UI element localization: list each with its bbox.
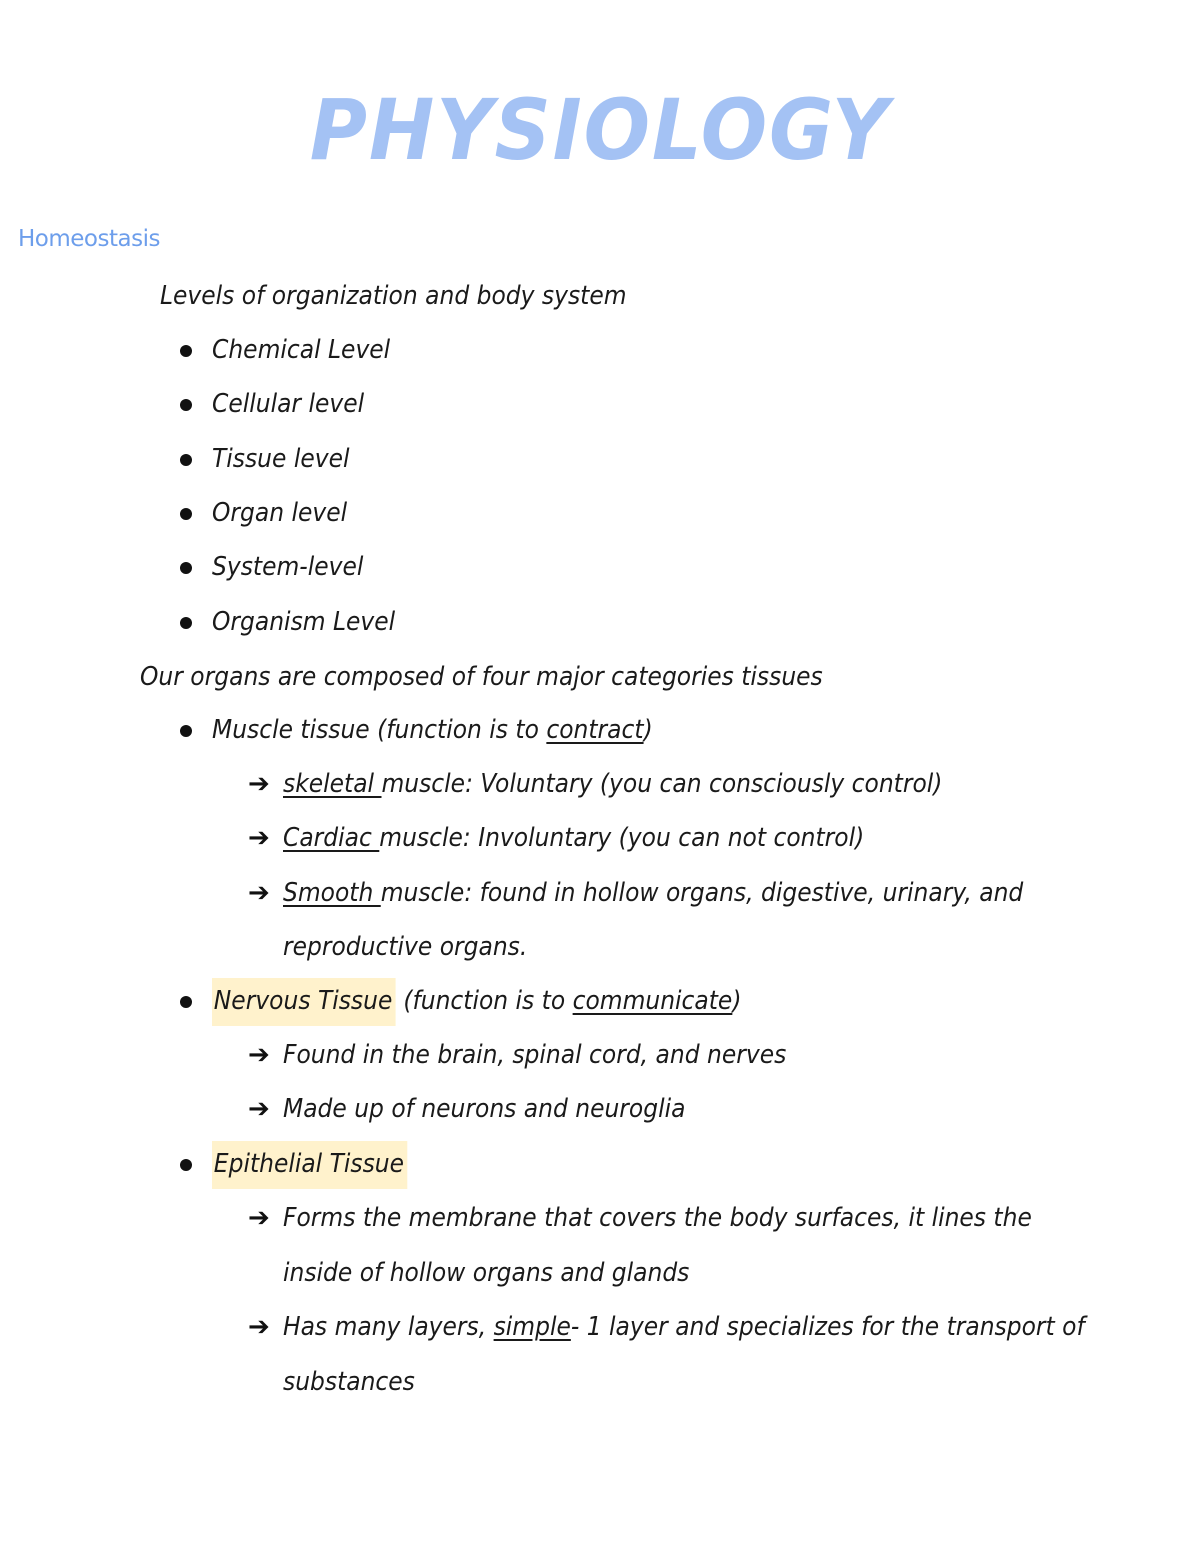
bullet-icon (180, 508, 192, 520)
muscle-term: Cardiac (283, 823, 380, 853)
epithelial-sub-continuation: inside of hollow organs and glands (283, 1258, 690, 1288)
muscle-label: Muscle tissue (function is to (212, 715, 547, 745)
arrow-right-icon: ➔ (248, 769, 270, 799)
muscle-function-word: contract (546, 715, 644, 745)
muscle-sub-item (283, 876, 1023, 910)
epithelial-label: Epithelial Tissue (212, 1141, 408, 1189)
bullet-icon (180, 454, 192, 466)
muscle-desc: muscle: found in hollow organs, digestive, urinary, and (380, 878, 1024, 908)
bullet-icon (180, 617, 192, 629)
epithelial-sub-continuation: substances (283, 1367, 415, 1397)
bullet-icon (180, 562, 192, 574)
muscle-sub-item (283, 767, 942, 801)
nervous-function-word: communicate (572, 986, 733, 1016)
epithelial-term: simple (493, 1312, 571, 1342)
epithelial-sub-item (283, 1310, 1085, 1344)
nervous-sub-item: Made up of neurons and neuroglia (283, 1094, 686, 1124)
muscle-desc: muscle: Involuntary (you can not control) (379, 823, 865, 853)
muscle-term: skeletal (283, 769, 382, 799)
arrow-right-icon: ➔ (248, 1040, 270, 1070)
bullet-icon (180, 1159, 192, 1171)
section-heading: Homeostasis (18, 226, 160, 252)
arrow-right-icon: ➔ (248, 878, 270, 908)
arrow-right-icon: ➔ (248, 1203, 270, 1233)
level-item: Chemical Level (212, 335, 391, 365)
muscle-sub-continuation: reproductive organs. (283, 932, 528, 962)
epithelial-desc: - 1 layer and specializes for the transport of (570, 1312, 1085, 1342)
nervous-tissue-item (212, 984, 741, 1018)
muscle-close: ) (643, 715, 653, 745)
epithelial-sub-item: Forms the membrane that covers the body surfaces, it lines the (283, 1203, 1032, 1233)
bullet-icon (180, 399, 192, 411)
muscle-term: Smooth (283, 878, 381, 908)
nervous-sub-item: Found in the brain, spinal cord, and nerves (283, 1040, 787, 1070)
level-item: Tissue level (212, 444, 350, 474)
epithelial-prefix: Has many layers, (283, 1312, 494, 1342)
muscle-sub-item (283, 821, 864, 855)
levels-heading: Levels of organization and body system (160, 281, 627, 311)
bullet-icon (180, 345, 192, 357)
level-item: System-level (212, 552, 364, 582)
nervous-label: Nervous Tissue (212, 978, 396, 1026)
muscle-desc: muscle: Voluntary (you can consciously control) (381, 769, 943, 799)
level-item: Organism Level (212, 607, 396, 637)
epithelial-tissue-item (212, 1147, 408, 1181)
bullet-icon (180, 996, 192, 1008)
level-item: Organ level (212, 498, 348, 528)
nervous-close: ) (732, 986, 742, 1016)
bullet-icon (180, 725, 192, 737)
arrow-right-icon: ➔ (248, 1094, 270, 1124)
level-item: Cellular level (212, 389, 365, 419)
arrow-right-icon: ➔ (248, 1312, 270, 1342)
nervous-function-prefix: (function is to (395, 986, 573, 1016)
page-title: PHYSIOLOGY (309, 81, 891, 179)
arrow-right-icon: ➔ (248, 823, 270, 853)
muscle-tissue-item (212, 713, 653, 747)
tissues-intro: Our organs are composed of four major categories tissues (140, 662, 823, 692)
